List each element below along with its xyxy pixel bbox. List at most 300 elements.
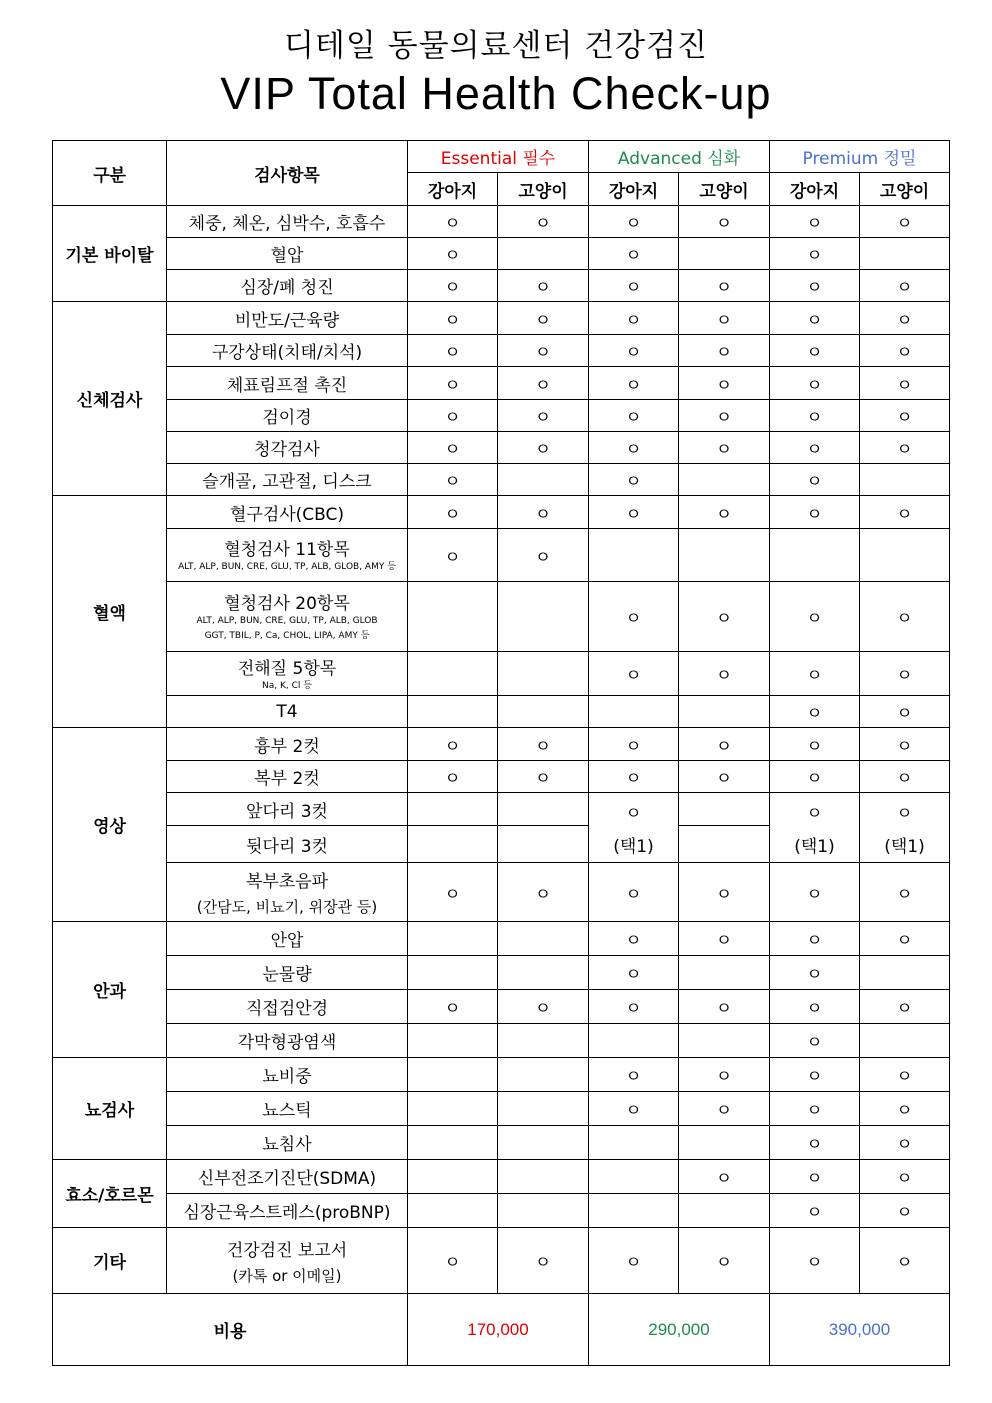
check-mark: ㅇ <box>625 884 642 905</box>
check-mark-cell <box>589 1092 679 1126</box>
check-mark-cell <box>408 432 498 464</box>
header-essential-cat: 고양이 <box>498 173 589 206</box>
empty-cell <box>408 922 498 956</box>
check-mark: ㅇ <box>625 609 642 629</box>
item-label: 심장/폐 청진 <box>167 270 408 302</box>
item-cell <box>167 652 408 696</box>
check-mark: ㅇ <box>625 343 642 363</box>
check-mark-cell <box>860 335 950 367</box>
item-label: 혈압 <box>167 238 408 270</box>
table-row <box>53 1058 950 1092</box>
check-mark: ㅇ <box>625 375 642 396</box>
item-label: 흉부 2컷 <box>167 728 408 761</box>
empty-cell <box>498 464 589 496</box>
check-mark: ㅇ <box>806 408 823 428</box>
item-label: 각막형광염색 <box>167 1024 408 1058</box>
check-mark-cell <box>498 761 589 793</box>
check-mark-cell <box>679 863 770 922</box>
check-mark-cell <box>860 1058 950 1092</box>
check-mark: ㅇ <box>806 884 823 905</box>
header-premium-dog: 강아지 <box>770 173 860 206</box>
choose-one-cell <box>589 793 679 863</box>
empty-cell <box>498 1194 589 1228</box>
empty-cell <box>498 1024 589 1058</box>
check-mark-cell <box>589 863 679 922</box>
table-row <box>53 302 950 335</box>
choose-one-note: (택1) <box>613 836 654 857</box>
check-mark-cell <box>770 922 860 956</box>
check-mark: ㅇ <box>625 408 642 428</box>
empty-cell <box>679 529 770 582</box>
header-advanced: Advanced 심화 <box>589 141 770 173</box>
choose-one-cell <box>860 793 950 863</box>
check-mark-cell <box>679 335 770 367</box>
table-row <box>53 1092 950 1126</box>
check-mark-cell <box>589 302 679 335</box>
check-mark-cell <box>679 582 770 652</box>
item-label: 신부전조기진단(SDMA) <box>167 1160 408 1194</box>
category-vital: 기본 바이탈 <box>53 206 167 302</box>
check-mark: ㅇ <box>896 704 913 724</box>
check-mark: ㅇ <box>444 884 461 905</box>
check-mark: ㅇ <box>806 931 823 951</box>
check-mark-cell <box>770 582 860 652</box>
check-mark-cell <box>770 206 860 238</box>
choose-one-note: (택1) <box>794 836 835 857</box>
check-mark-cell <box>860 761 950 793</box>
check-mark-cell <box>770 990 860 1024</box>
check-mark: ㅇ <box>534 736 552 757</box>
check-mark-cell <box>860 1092 950 1126</box>
empty-cell <box>408 1092 498 1126</box>
check-mark: ㅇ <box>444 1253 461 1273</box>
check-mark: ㅇ <box>715 408 733 428</box>
empty-cell <box>498 652 589 696</box>
check-mark-cell <box>498 529 589 582</box>
check-mark-cell <box>498 496 589 529</box>
check-mark: ㅇ <box>715 666 733 686</box>
check-mark: ㅇ <box>534 769 552 789</box>
table-row <box>53 652 950 696</box>
check-mark-cell <box>408 270 498 302</box>
empty-cell <box>498 1126 589 1160</box>
header-essential: Essential 필수 <box>408 141 589 173</box>
check-mark: ㅇ <box>444 440 461 460</box>
empty-cell <box>408 1194 498 1228</box>
empty-cell <box>408 1058 498 1092</box>
check-mark: ㅇ <box>806 999 823 1019</box>
item-note: ALT, ALP, BUN, CRE, GLU, TP, ALB, GLOB, AMY 등 <box>178 562 396 572</box>
check-mark-cell <box>770 696 860 728</box>
empty-cell <box>408 1024 498 1058</box>
table-row <box>53 335 950 367</box>
check-mark: ㅇ <box>534 278 552 298</box>
empty-cell <box>408 652 498 696</box>
health-checkup-table <box>52 140 950 1366</box>
check-mark: ㅇ <box>625 803 642 824</box>
check-mark: ㅇ <box>625 1253 642 1273</box>
check-mark: ㅇ <box>625 440 642 460</box>
table-row <box>53 529 950 582</box>
check-mark: ㅇ <box>715 1067 733 1087</box>
check-mark: ㅇ <box>806 1101 823 1121</box>
check-mark-cell <box>679 496 770 529</box>
table-row <box>53 1228 950 1294</box>
table-row <box>53 956 950 990</box>
check-mark: ㅇ <box>806 1067 823 1087</box>
check-mark: ㅇ <box>806 1253 823 1273</box>
check-mark-cell <box>860 302 950 335</box>
check-mark: ㅇ <box>534 375 552 396</box>
check-mark: ㅇ <box>444 375 461 396</box>
empty-cell <box>408 793 498 826</box>
header-advanced-dog: 강아지 <box>589 173 679 206</box>
check-mark-cell <box>408 238 498 270</box>
table-row <box>53 990 950 1024</box>
item-cell <box>167 582 408 652</box>
check-mark: ㅇ <box>625 472 642 492</box>
item-label: 눈물량 <box>167 956 408 990</box>
check-mark-cell <box>860 432 950 464</box>
table-row <box>53 761 950 793</box>
item-cell <box>167 863 408 922</box>
empty-cell <box>589 1024 679 1058</box>
item-note: Na, K, Cl 등 <box>262 680 312 691</box>
item-cell <box>167 1228 408 1294</box>
check-mark-cell <box>498 335 589 367</box>
check-mark: ㅇ <box>715 214 733 234</box>
check-mark-cell <box>770 1126 860 1160</box>
check-mark: ㅇ <box>806 310 823 331</box>
check-mark: ㅇ <box>625 504 642 525</box>
check-mark: ㅇ <box>625 246 642 266</box>
check-mark: ㅇ <box>444 278 461 298</box>
empty-cell <box>679 696 770 728</box>
check-mark-cell <box>679 728 770 761</box>
empty-cell <box>679 956 770 990</box>
item-label: 비만도/근육량 <box>167 302 408 335</box>
cost-row <box>53 1294 950 1366</box>
check-mark: ㅇ <box>896 375 913 396</box>
check-mark: ㅇ <box>896 736 913 757</box>
table-row <box>53 400 950 432</box>
check-mark-cell <box>408 400 498 432</box>
check-mark-cell <box>770 1228 860 1294</box>
check-mark-cell <box>679 270 770 302</box>
check-mark-cell <box>589 496 679 529</box>
check-mark: ㅇ <box>806 1135 823 1155</box>
check-mark-cell <box>679 302 770 335</box>
check-mark-cell <box>860 206 950 238</box>
table-row <box>53 728 950 761</box>
item-cell <box>167 529 408 582</box>
check-mark-cell <box>770 652 860 696</box>
check-mark: ㅇ <box>806 803 823 824</box>
item-label: 복부 2컷 <box>167 761 408 793</box>
check-mark: ㅇ <box>896 1253 913 1273</box>
empty-cell <box>860 956 950 990</box>
check-mark-cell <box>860 1194 950 1228</box>
check-mark: ㅇ <box>534 1253 552 1273</box>
check-mark-cell <box>589 464 679 496</box>
empty-cell <box>408 582 498 652</box>
check-mark: ㅇ <box>896 999 913 1019</box>
check-mark: ㅇ <box>715 1169 733 1189</box>
check-mark: ㅇ <box>806 375 823 396</box>
check-mark: ㅇ <box>444 408 461 428</box>
empty-cell <box>679 1126 770 1160</box>
category-etc: 기타 <box>53 1228 167 1294</box>
check-mark: ㅇ <box>444 343 461 363</box>
choose-one-note: (택1) <box>884 836 925 857</box>
check-mark-cell <box>498 728 589 761</box>
check-mark: ㅇ <box>625 666 642 686</box>
empty-cell <box>498 1160 589 1194</box>
check-mark: ㅇ <box>715 884 733 905</box>
check-mark: ㅇ <box>806 965 823 985</box>
check-mark: ㅇ <box>715 931 733 951</box>
check-mark-cell <box>770 761 860 793</box>
empty-cell <box>679 793 770 826</box>
check-mark: ㅇ <box>715 736 733 757</box>
check-mark: ㅇ <box>806 1033 823 1053</box>
check-mark-cell <box>770 1160 860 1194</box>
check-mark: ㅇ <box>806 1169 823 1189</box>
check-mark-cell <box>589 400 679 432</box>
empty-cell <box>498 696 589 728</box>
empty-cell <box>589 529 679 582</box>
check-mark-cell <box>589 761 679 793</box>
table-row <box>53 1024 950 1058</box>
check-mark-cell <box>679 761 770 793</box>
empty-cell <box>498 238 589 270</box>
check-mark-cell <box>860 728 950 761</box>
check-mark-cell <box>408 302 498 335</box>
empty-cell <box>498 956 589 990</box>
check-mark: ㅇ <box>806 278 823 298</box>
check-mark: ㅇ <box>625 736 642 757</box>
check-mark-cell <box>589 1228 679 1294</box>
check-mark: ㅇ <box>625 1101 642 1121</box>
table-row <box>53 922 950 956</box>
check-mark-cell <box>860 1160 950 1194</box>
check-mark-cell <box>679 1058 770 1092</box>
cost-label: 비용 <box>53 1294 408 1366</box>
check-mark-cell <box>589 367 679 400</box>
check-mark-cell <box>770 238 860 270</box>
empty-cell <box>498 793 589 826</box>
check-mark-cell <box>498 863 589 922</box>
check-mark-cell <box>498 270 589 302</box>
check-mark: ㅇ <box>806 504 823 525</box>
check-mark: ㅇ <box>625 965 642 985</box>
empty-cell <box>860 238 950 270</box>
check-mark-cell <box>498 990 589 1024</box>
empty-cell <box>679 464 770 496</box>
check-mark-cell <box>498 206 589 238</box>
check-mark-cell <box>408 1228 498 1294</box>
check-mark: ㅇ <box>625 310 642 331</box>
check-mark: ㅇ <box>896 310 913 331</box>
check-mark: ㅇ <box>444 472 461 492</box>
check-mark-cell <box>589 270 679 302</box>
check-mark-cell <box>408 529 498 582</box>
check-mark: ㅇ <box>534 343 552 363</box>
table-row <box>53 464 950 496</box>
choose-one-cell <box>770 793 860 863</box>
empty-cell <box>498 922 589 956</box>
item-label: 안압 <box>167 922 408 956</box>
check-mark-cell <box>498 432 589 464</box>
check-mark-cell <box>679 1228 770 1294</box>
check-mark-cell <box>679 1160 770 1194</box>
check-mark-cell <box>589 990 679 1024</box>
check-mark: ㅇ <box>444 310 461 331</box>
check-mark-cell <box>589 956 679 990</box>
check-mark-cell <box>498 302 589 335</box>
header-essential-dog: 강아지 <box>408 173 498 206</box>
empty-cell <box>679 238 770 270</box>
check-mark: ㅇ <box>896 278 913 298</box>
check-mark-cell <box>408 496 498 529</box>
check-mark-cell <box>589 582 679 652</box>
table-row <box>53 206 950 238</box>
check-mark: ㅇ <box>896 504 913 525</box>
check-mark: ㅇ <box>715 1101 733 1121</box>
item-label: 슬개골, 고관절, 디스크 <box>167 464 408 496</box>
check-mark: ㅇ <box>806 736 823 757</box>
check-mark: ㅇ <box>896 1067 913 1087</box>
check-mark-cell <box>860 696 950 728</box>
table-row <box>53 863 950 922</box>
item-label: 건강검진 보고서 <box>226 1240 348 1261</box>
check-mark: ㅇ <box>444 214 461 234</box>
check-mark-cell <box>770 400 860 432</box>
check-mark-cell <box>408 863 498 922</box>
check-mark: ㅇ <box>534 547 552 568</box>
check-mark: ㅇ <box>534 999 552 1019</box>
check-mark: ㅇ <box>625 931 642 951</box>
table-row <box>53 1160 950 1194</box>
item-label: T4 <box>167 696 408 728</box>
cost-premium: 390,000 <box>770 1294 950 1366</box>
empty-cell <box>589 1194 679 1228</box>
item-sub: (간담도, 비뇨기, 위장관 등) <box>196 898 378 916</box>
check-mark-cell <box>408 206 498 238</box>
check-mark: ㅇ <box>896 769 913 789</box>
check-mark-cell <box>770 432 860 464</box>
check-mark-cell <box>770 496 860 529</box>
table-row <box>53 238 950 270</box>
category-imaging: 영상 <box>53 728 167 922</box>
check-mark: ㅇ <box>715 278 733 298</box>
check-mark: ㅇ <box>715 769 733 789</box>
category-eye: 안과 <box>53 922 167 1058</box>
check-mark-cell <box>770 464 860 496</box>
check-mark-cell <box>679 206 770 238</box>
check-mark: ㅇ <box>444 246 461 266</box>
check-mark: ㅇ <box>534 408 552 428</box>
check-mark-cell <box>589 652 679 696</box>
item-label: 앞다리 3컷 <box>167 793 408 826</box>
page-title-korean: 디테일 동물의료센터 건강검진 <box>283 28 708 64</box>
table-row <box>53 582 950 652</box>
check-mark-cell <box>679 400 770 432</box>
table-row <box>53 1194 950 1228</box>
check-mark: ㅇ <box>715 375 733 396</box>
check-mark: ㅇ <box>534 310 552 331</box>
empty-cell <box>498 826 589 863</box>
category-physical: 신체검사 <box>53 302 167 496</box>
header-category: 구분 <box>53 141 167 206</box>
check-mark: ㅇ <box>625 1067 642 1087</box>
check-mark: ㅇ <box>444 504 461 525</box>
check-mark-cell <box>860 990 950 1024</box>
item-label: 혈청검사 11항목 <box>224 540 350 560</box>
check-mark: ㅇ <box>806 704 823 724</box>
check-mark: ㅇ <box>715 999 733 1019</box>
check-mark: ㅇ <box>715 440 733 460</box>
item-label: 뇨비중 <box>167 1058 408 1092</box>
check-mark-cell <box>860 652 950 696</box>
check-mark-cell <box>860 863 950 922</box>
check-mark: ㅇ <box>625 214 642 234</box>
check-mark-cell <box>408 761 498 793</box>
check-mark-cell <box>589 922 679 956</box>
check-mark: ㅇ <box>896 1203 913 1223</box>
check-mark-cell <box>408 335 498 367</box>
check-mark-cell <box>860 270 950 302</box>
empty-cell <box>679 826 770 863</box>
check-mark: ㅇ <box>896 1169 913 1189</box>
check-mark-cell <box>770 367 860 400</box>
check-mark: ㅇ <box>806 343 823 363</box>
item-label: 뒷다리 3컷 <box>167 826 408 863</box>
check-mark: ㅇ <box>896 214 913 234</box>
check-mark-cell <box>770 335 860 367</box>
check-mark: ㅇ <box>896 609 913 629</box>
empty-cell <box>860 1024 950 1058</box>
check-mark-cell <box>770 863 860 922</box>
table-row <box>53 1126 950 1160</box>
check-mark-cell <box>679 367 770 400</box>
check-mark: ㅇ <box>806 769 823 789</box>
check-mark: ㅇ <box>715 343 733 363</box>
check-mark-cell <box>408 990 498 1024</box>
check-mark-cell <box>770 1058 860 1092</box>
check-mark: ㅇ <box>534 884 552 905</box>
item-note: GGT, TBIL, P, Ca, CHOL, LIPA, AMY 등 <box>204 631 370 641</box>
check-mark: ㅇ <box>715 1253 733 1273</box>
empty-cell <box>408 1160 498 1194</box>
check-mark: ㅇ <box>625 278 642 298</box>
check-mark-cell <box>679 652 770 696</box>
empty-cell <box>408 696 498 728</box>
header-advanced-cat: 고양이 <box>679 173 770 206</box>
check-mark-cell <box>770 270 860 302</box>
check-mark: ㅇ <box>806 1203 823 1223</box>
cost-advanced: 290,000 <box>589 1294 770 1366</box>
item-note: ALT, ALP, BUN, CRE, GLU, TP, ALB, GLOB <box>196 616 378 626</box>
empty-cell <box>408 826 498 863</box>
empty-cell <box>589 1160 679 1194</box>
item-label: 구강상태(치태/치석) <box>167 335 408 367</box>
check-mark: ㅇ <box>444 999 461 1019</box>
check-mark-cell <box>589 335 679 367</box>
check-mark: ㅇ <box>534 440 552 460</box>
table-row <box>53 696 950 728</box>
category-blood: 혈액 <box>53 496 167 728</box>
